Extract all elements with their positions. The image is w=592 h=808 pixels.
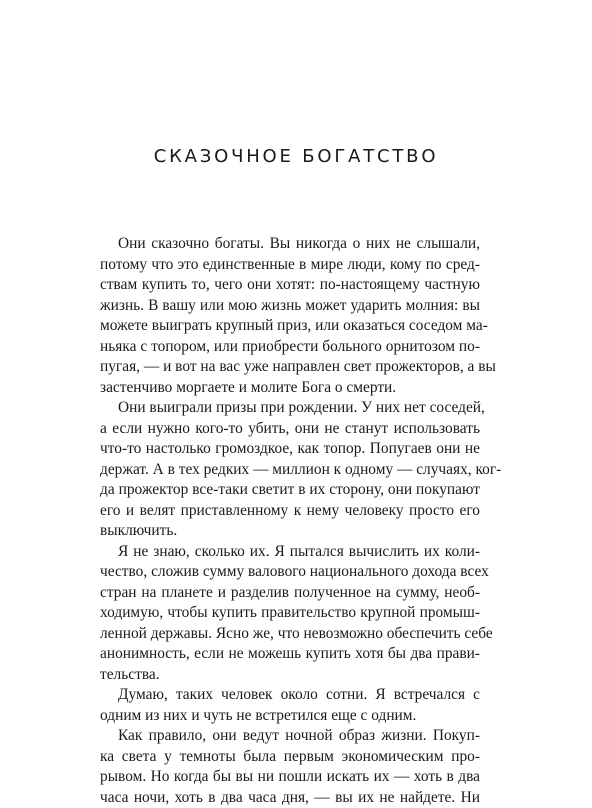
text-line: чество, сложив сумму валового национального дохода всех [100, 562, 480, 583]
text-line: Я не знаю, сколько их. Я пытался вычислить их коли- [100, 542, 480, 563]
text-line: ньяка с топором, или приобрести больного орнитозом по- [100, 337, 480, 358]
text-line: ствам купить то, чего они хотят: по-настоящему частную [100, 275, 480, 296]
chapter-title: СКАЗОЧНОЕ БОГАТСТВО [0, 145, 592, 169]
text-line: да прожектор все-таки светит в их сторону, они покупают [100, 480, 480, 501]
text-line: ленной державы. Ясно же, что невозможно обеспечить себе [100, 624, 480, 645]
paragraph [100, 234, 480, 398]
text-line: держат. А в тех редких — миллион к одному — случаях, ког- [100, 460, 480, 481]
text-line: одним из них и чуть не встретился еще с одним. [100, 706, 480, 727]
text-line: жизнь. В вашу или мою жизнь может ударить молния: вы [100, 296, 480, 317]
text-line: анонимность, если не можешь купить хотя бы два прави- [100, 644, 480, 665]
text-line: Думаю, таких человек около сотни. Я встречался с [100, 685, 480, 706]
text-line: Они выиграли призы при рождении. У них нет соседей, [100, 398, 480, 419]
paragraph [100, 726, 480, 808]
text-line: тельства. [100, 665, 480, 686]
text-line: можете выиграть крупный приз, или оказаться соседом ма- [100, 316, 480, 337]
text-line: Они сказочно богаты. Вы никогда о них не слышали, [100, 234, 480, 255]
text-line: застенчиво моргаете и молите Бога о смерти. [100, 378, 480, 399]
paragraph [100, 398, 480, 542]
paragraph [100, 542, 480, 686]
text-line: стран на планете и разделив полученное на сумму, необ- [100, 583, 480, 604]
text-line: его и велят приставленному к нему человеку просто его [100, 501, 480, 522]
body-text [100, 234, 480, 808]
text-line: а если нужно кого-то убить, они не станут использовать [100, 419, 480, 440]
text-line: часа ночи, хоть в два часа дня, — вы их не найдете. Ни [100, 788, 480, 808]
text-line: рывом. Но когда бы вы ни пошли искать их — хоть в два [100, 767, 480, 788]
text-line: пугая, — и вот на вас уже направлен свет прожекторов, а вы [100, 357, 480, 378]
text-line: потому что это единственные в мире люди, кому по сред- [100, 255, 480, 276]
text-line: Как правило, они ведут ночной образ жизни. Покуп- [100, 726, 480, 747]
text-line: что-то настолько громоздкое, как топор. Попугаев они не [100, 439, 480, 460]
text-line: выключить. [100, 521, 480, 542]
text-line: ка света у темноты была первым экономическим про- [100, 747, 480, 768]
text-line: ходимую, чтобы купить правительство крупной промыш- [100, 603, 480, 624]
paragraph [100, 685, 480, 726]
